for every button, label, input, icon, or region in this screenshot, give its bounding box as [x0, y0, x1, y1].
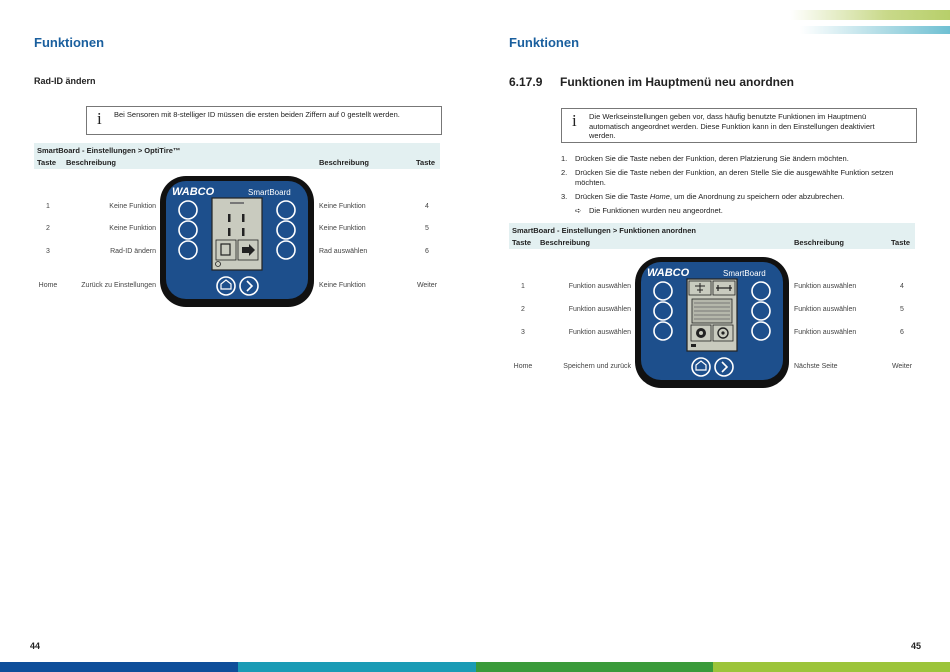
button-5 [752, 302, 770, 320]
left-page-number: 44 [30, 641, 41, 651]
left-row2-desc-right: Keine Funktion [319, 225, 366, 232]
left-col-beschreibung: Beschreibung [66, 158, 117, 167]
step-1-text: Drücken Sie die Taste neben der Funktion, deren Platzierung Sie ändern möchten. [575, 154, 849, 163]
button-2 [179, 221, 197, 239]
left-row2-key-right: 5 [425, 225, 429, 232]
right-section-number: 6.17.9 [509, 75, 543, 89]
left-smartboard-device [160, 176, 314, 307]
left-row4-desc: Zurück zu Einstellungen [81, 282, 156, 289]
smartboard-device-illustration [160, 176, 314, 307]
top-decorative-gradient-teal [800, 26, 950, 34]
right-row4-key: Home [513, 363, 533, 370]
left-row1-desc: Keine Funktion [109, 203, 156, 210]
left-row3-key: 3 [46, 248, 50, 255]
right-row2-desc-right: Funktion auswählen [794, 306, 857, 313]
right-row4-key-right: Weiter [891, 363, 913, 370]
right-row3-desc: Funktion auswählen [568, 329, 631, 336]
button-1 [179, 201, 197, 219]
wabco-logo: WABCO [647, 267, 690, 279]
step-3-number: 3. [561, 192, 568, 201]
button-3 [654, 322, 672, 340]
left-row4-key-right: Weiter [416, 282, 438, 289]
left-page-heading: Funktionen [34, 35, 105, 50]
button-5 [277, 221, 295, 239]
right-row1-key: 1 [521, 283, 525, 290]
result-arrow-icon: ➪ [575, 206, 582, 215]
left-subheading: Rad-ID ändern [34, 76, 96, 86]
right-info-text: Die Werkseinstellungen geben vor, dass häufig benutzte Funktionen im Hauptmenü automatisch angeordnet werden. Diese Funktion kann in den Einstellungen deaktiviert werden. [589, 112, 875, 140]
left-row1-key-right: 4 [425, 203, 429, 210]
right-row3-key: 3 [521, 329, 525, 336]
left-info-box [86, 106, 442, 135]
left-row1-desc-right: Keine Funktion [319, 203, 366, 210]
left-row3-desc-right: Rad auswählen [319, 248, 368, 255]
right-row3-key-right: 6 [900, 329, 904, 336]
wabco-logo: WABCO [172, 186, 215, 198]
smartboard-device-illustration [635, 257, 789, 388]
right-row4-desc: Speichern und zurück [563, 363, 631, 370]
left-info-text: Bei Sensoren mit 8-stelliger ID müssen die ersten beiden Ziffern auf 0 gestellt werden. [114, 110, 400, 119]
right-row1-key-right: 4 [900, 283, 904, 290]
left-row3-key-right: 6 [425, 248, 429, 255]
right-row4-desc-right: Nächste Seite [794, 363, 838, 370]
right-page-number: 45 [911, 641, 922, 651]
left-table-title: SmartBoard - Einstellungen > OptiTire™ [37, 146, 181, 155]
left-table-header [34, 143, 440, 169]
right-info-box [561, 108, 917, 143]
button-6 [752, 322, 770, 340]
left-row4-key: Home [38, 282, 58, 289]
left-col-beschreibung-right: Beschreibung [319, 158, 370, 167]
right-section-title: Funktionen im Hauptmenü neu anordnen [560, 75, 794, 89]
button-1 [654, 282, 672, 300]
left-col-taste-right: Taste [416, 158, 436, 167]
left-row3-desc: Rad-ID ändern [110, 248, 156, 255]
button-4 [752, 282, 770, 300]
step-2-text: Drücken Sie die Taste neben der Funktion, an deren Stelle Sie die ausgewählte Funktion setzen möchten. [575, 168, 894, 187]
info-icon: i [97, 109, 102, 128]
left-row2-key: 2 [46, 225, 50, 232]
footer-bar-lime [713, 662, 950, 672]
left-col-taste: Taste [37, 158, 57, 167]
info-icon: i [572, 111, 577, 130]
top-decorative-gradient [790, 10, 950, 20]
right-table-title: SmartBoard - Einstellungen > Funktionen anordnen [512, 226, 696, 235]
button-4 [277, 201, 295, 219]
right-row1-desc: Funktion auswählen [568, 283, 631, 290]
right-row2-key-right: 5 [900, 306, 904, 313]
button-3 [179, 241, 197, 259]
left-row1-key: 1 [46, 203, 50, 210]
footer-bar-blue [0, 662, 238, 672]
right-smartboard-device [635, 257, 789, 388]
button-6 [277, 241, 295, 259]
right-row1-desc-right: Funktion auswählen [794, 283, 857, 290]
smartboard-label: SmartBoard [248, 188, 291, 197]
right-row2-desc: Funktion auswählen [568, 306, 631, 313]
left-row4-desc-right: Keine Funktion [319, 282, 366, 289]
right-col-taste-right: Taste [891, 238, 911, 247]
left-row2-desc: Keine Funktion [109, 225, 156, 232]
right-table-header [509, 223, 915, 249]
step-3-text: Drücken Sie die Taste Home, um die Anordnung zu speichern oder abzubrechen. [575, 192, 845, 201]
smartboard-label: SmartBoard [723, 269, 766, 278]
right-row3-desc-right: Funktion auswählen [794, 329, 857, 336]
next-button [715, 358, 733, 376]
step-2-number: 2. [561, 168, 568, 177]
step-1-number: 1. [561, 154, 568, 163]
result-text: Die Funktionen wurden neu angeordnet. [589, 206, 723, 215]
footer-bar-green [476, 662, 713, 672]
right-col-beschreibung-right: Beschreibung [794, 238, 845, 247]
right-col-taste: Taste [512, 238, 532, 247]
next-button [240, 277, 258, 295]
footer-bar-teal [238, 662, 476, 672]
right-page-heading: Funktionen [509, 35, 580, 50]
right-row2-key: 2 [521, 306, 525, 313]
button-2 [654, 302, 672, 320]
right-col-beschreibung: Beschreibung [540, 238, 591, 247]
